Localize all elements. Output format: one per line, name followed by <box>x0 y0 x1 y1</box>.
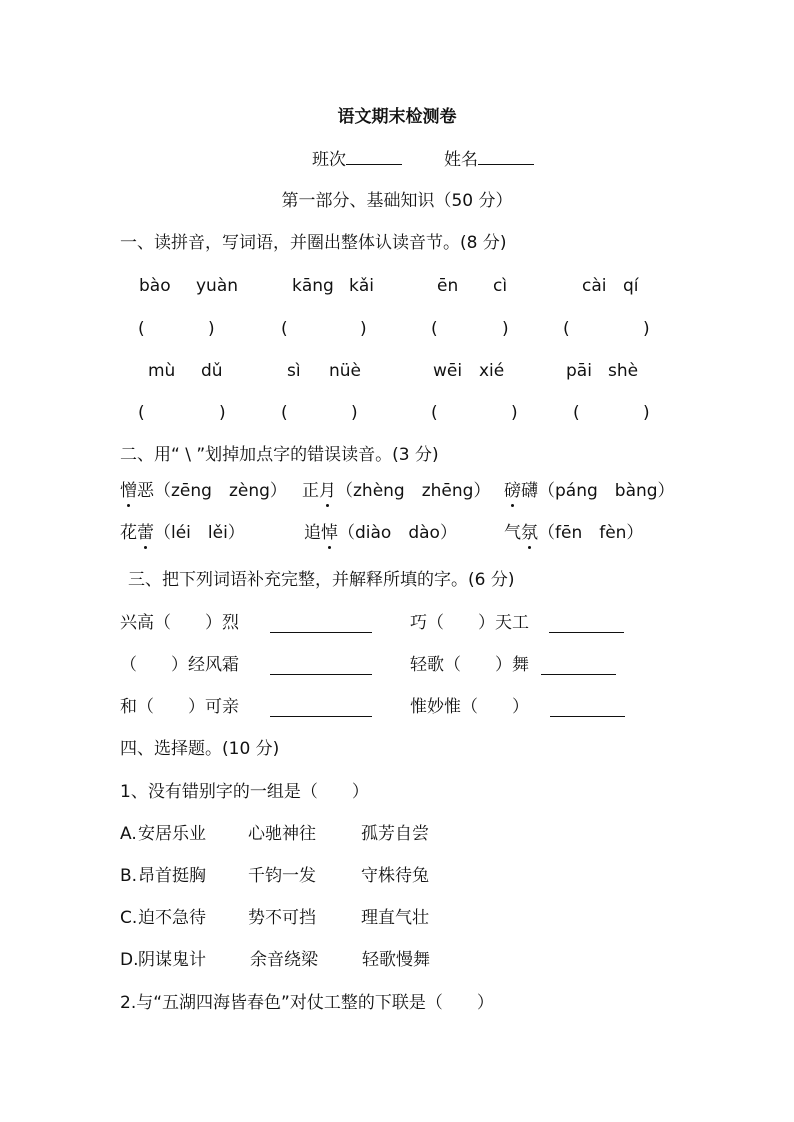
q3-title: 三、把下列词语补充完整，并解释所填的字。(6 分) <box>128 570 515 590</box>
pinyin: xié <box>479 361 505 381</box>
pinyin: qí <box>623 276 639 296</box>
q3-item: 轻歌（ ）舞 <box>410 655 529 675</box>
name-field <box>444 148 534 171</box>
pinyin: yuàn <box>196 276 239 296</box>
q2-item: 正月（zhèng zhēng） <box>302 481 491 501</box>
option-word: 安居乐业 <box>138 824 206 844</box>
q3-item: 巧（ ）天工 <box>410 613 529 633</box>
q2-item: 花蕾（léi lěi） <box>120 523 245 543</box>
pinyin: sì <box>287 361 301 381</box>
option-word: 昂首挺胸 <box>138 866 206 886</box>
pinyin: ēn <box>437 276 459 296</box>
q4-question-2: 2.与“五湖四海皆春色”对仗工整的下联是（ ） <box>120 993 494 1013</box>
q1-title: 一、读拼音，写词语，并圈出整体认读音节。(8 分) <box>120 233 507 253</box>
q3-answer-blank[interactable] <box>541 658 616 675</box>
q2-item: 追悼（diào dào） <box>304 523 457 543</box>
q3-item: 惟妙惟（ ） <box>410 697 529 717</box>
option-word: 阴谋鬼计 <box>138 950 206 970</box>
option-label: A. <box>120 824 137 844</box>
q3-item: 兴高（ ）烈 <box>120 613 239 633</box>
pinyin: shè <box>608 361 639 381</box>
option-label: B. <box>120 866 138 886</box>
q4-question-1: 1、没有错别字的一组是（ ） <box>120 782 369 802</box>
name-blank[interactable] <box>478 148 534 165</box>
pinyin: cì <box>493 276 508 296</box>
option-word: 理直气壮 <box>361 908 429 928</box>
option-word: 迫不急待 <box>138 908 206 928</box>
pinyin: kāng <box>292 276 334 296</box>
pinyin: cài <box>582 276 607 296</box>
q3-answer-blank[interactable] <box>549 616 624 633</box>
q3-item: （ ）经风霜 <box>120 655 239 675</box>
option-word: 轻歌慢舞 <box>362 950 430 970</box>
q2-title: 二、用“ \ ”划掉加点字的错误读音。(3 分) <box>120 445 439 465</box>
option-label: D. <box>120 950 139 970</box>
pinyin: nüè <box>329 361 362 381</box>
option-word: 势不可挡 <box>248 908 316 928</box>
option-label: C. <box>120 908 138 928</box>
pinyin: mù <box>148 361 176 381</box>
q2-item: 磅礴（páng bàng） <box>504 481 675 501</box>
q3-answer-blank[interactable] <box>270 658 372 675</box>
q2-item: 憎恶（zēng zèng） <box>120 481 287 501</box>
name-label: 姓名 <box>444 150 478 170</box>
pinyin: kǎi <box>349 276 374 296</box>
option-word: 心驰神往 <box>248 824 316 844</box>
option-word: 千钧一发 <box>248 866 316 886</box>
class-field <box>312 148 402 171</box>
q3-answer-blank[interactable] <box>270 616 372 633</box>
class-blank[interactable] <box>346 148 402 165</box>
pinyin: dǔ <box>201 361 223 381</box>
q2-item: 气氛（fēn fèn） <box>504 523 644 543</box>
q3-answer-blank[interactable] <box>270 700 372 717</box>
q3-answer-blank[interactable] <box>550 700 625 717</box>
option-word: 守株待兔 <box>361 866 429 886</box>
class-label: 班次 <box>312 150 346 170</box>
exam-title: 语文期末检测卷 <box>337 107 457 127</box>
q3-item: 和（ ）可亲 <box>120 697 239 717</box>
q4-title: 四、选择题。(10 分) <box>120 739 280 759</box>
option-word: 余音绕梁 <box>250 950 318 970</box>
option-word: 孤芳自尝 <box>361 824 429 844</box>
pinyin: pāi <box>566 361 592 381</box>
pinyin: wēi <box>433 361 463 381</box>
pinyin: bào <box>139 276 171 296</box>
part-title: 第一部分、基础知识（50 分） <box>281 191 513 211</box>
